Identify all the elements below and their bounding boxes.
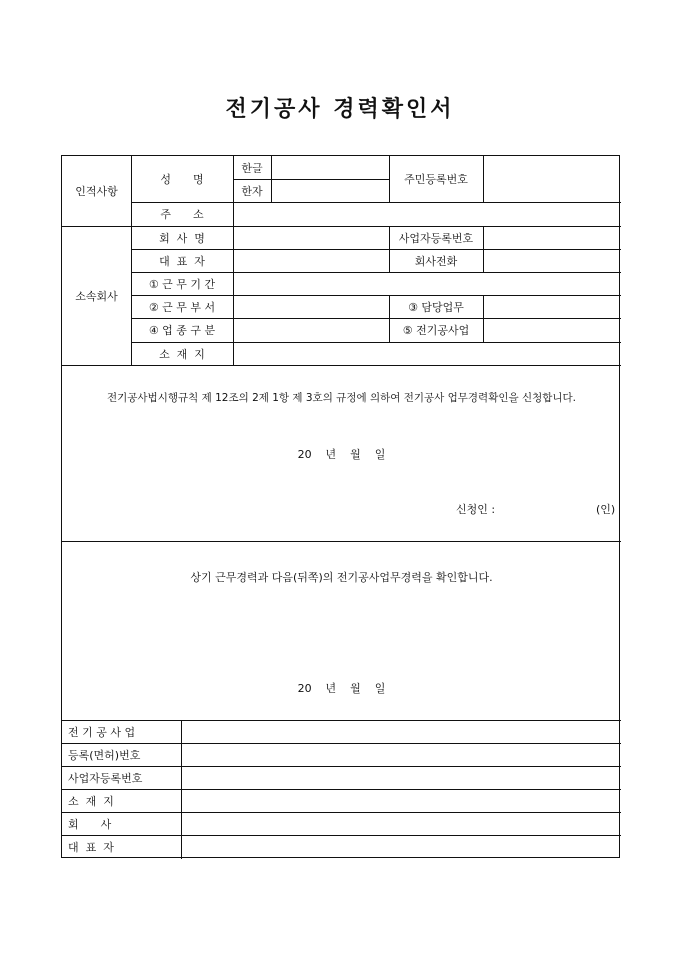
- address-field[interactable]: [233, 202, 621, 226]
- company-phone-label: 회사전화: [414, 254, 458, 268]
- confirmation-statement: 상기 근무경력과 다음(뒤쪽)의 전기공사업무경력을 확인합니다.: [190, 571, 493, 584]
- company-name-label: 회 사 명: [159, 231, 205, 245]
- representative-field[interactable]: [233, 249, 389, 272]
- representative-label: 대 표 자: [159, 254, 205, 268]
- business-type-field[interactable]: [233, 318, 389, 342]
- electric-business-field[interactable]: [181, 720, 621, 743]
- company-name-field[interactable]: [233, 226, 389, 249]
- confirmer-representative-label: 대 표 자: [68, 841, 114, 854]
- electric-business-label: 전 기 공 사 업: [68, 725, 136, 739]
- electric-work-field[interactable]: [483, 318, 621, 342]
- company-phone-field[interactable]: [483, 249, 621, 272]
- work-department-label: ② 근 무 부 서: [148, 300, 216, 314]
- address-label: 주 소: [160, 208, 204, 221]
- company-section-label: 소속회사: [75, 289, 118, 303]
- confirmer-location-field[interactable]: [181, 789, 621, 812]
- document-title: 전기공사 경력확인서: [225, 97, 455, 122]
- confirmer-company-label: 회 사: [68, 817, 112, 831]
- confirmer-representative-field[interactable]: [181, 835, 621, 859]
- applicant-seal: (인): [596, 503, 616, 516]
- company-location-field[interactable]: [233, 342, 621, 365]
- registration-number-label: 등록(면허)번호: [68, 748, 141, 762]
- registration-number-field[interactable]: [181, 743, 621, 766]
- work-period-field[interactable]: [233, 272, 621, 295]
- work-department-field[interactable]: [233, 295, 389, 318]
- name-label: 성 명: [160, 173, 204, 186]
- biz-reg-number-field[interactable]: [483, 226, 621, 249]
- biz-reg-number-label: 사업자등록번호: [398, 231, 474, 245]
- duty-label: ③ 담당업무: [408, 300, 464, 314]
- confirmer-company-field[interactable]: [181, 812, 621, 835]
- name-hangul-field[interactable]: [271, 156, 389, 179]
- duty-field[interactable]: [483, 295, 621, 318]
- confirmation-date: 20 년 월 일: [297, 682, 386, 695]
- resident-number-label: 주민등록번호: [404, 173, 468, 186]
- personal-info-section-label: 인적사항: [75, 185, 118, 198]
- confirmer-biz-reg-number-label: 사업자등록번호: [68, 771, 143, 785]
- career-confirmation-form: [61, 155, 620, 858]
- name-hanja-field[interactable]: [271, 179, 389, 202]
- name-hangul-label: 한글: [241, 161, 263, 175]
- business-type-label: ④ 업 종 구 분: [148, 324, 216, 337]
- work-period-label: ① 근 무 기 간: [148, 277, 216, 291]
- confirmer-location-label: 소 재 지: [68, 794, 114, 808]
- applicant-label: 신청인 :: [456, 503, 496, 516]
- name-hanja-label: 한자: [241, 184, 263, 198]
- company-location-label: 소 재 지: [159, 347, 205, 361]
- application-statement: 전기공사법시행규칙 제 12조의 2제 1항 제 3호의 규정에 의하여 전기공사 업무경력확인을 신청합니다.: [106, 392, 577, 404]
- resident-number-field[interactable]: [483, 156, 621, 202]
- electric-work-label: ⑤ 전기공사업: [402, 324, 470, 337]
- confirmer-biz-reg-number-field[interactable]: [181, 766, 621, 789]
- application-date: 20 년 월 일: [297, 448, 386, 461]
